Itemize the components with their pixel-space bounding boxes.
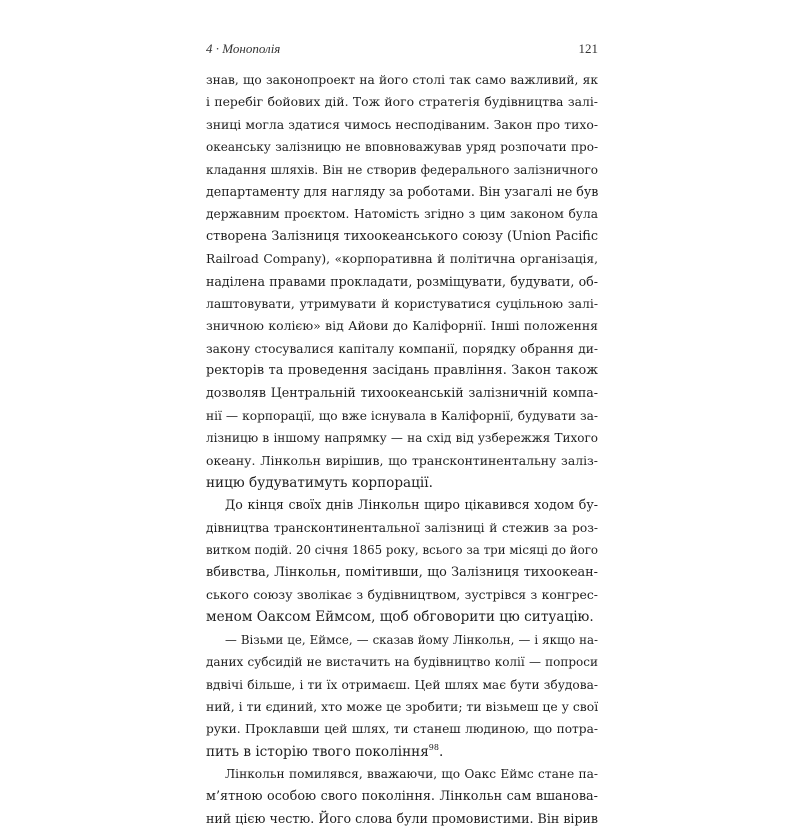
text-line: океанську залізницю не вповноважував уряд розпочати про-: [206, 140, 598, 155]
paragraph: [206, 69, 598, 494]
text-line: — Візьми це, Еймсе, — сказав йому Лінкольн, — і якщо на-: [225, 632, 598, 647]
chapter-title: 4 · Монополія: [206, 41, 281, 56]
text-line: ректорів та проведення засідань правління. Закон також: [206, 363, 598, 379]
text-line: зниці могла здатися чимось несподіваним. Закон про тихо-: [206, 116, 598, 132]
text-line: витком подій. 20 січня 1865 року, всього за три місяці до його: [206, 543, 598, 558]
text-line: даних субсидій не вистачить на будівництво колії — попроси: [206, 655, 598, 670]
text-line: і перебіг бойових дій. Тож його стратегія будівництва залі-: [206, 94, 598, 110]
text-line: ницю будуватимуть корпорації.: [206, 475, 433, 492]
text-line: кладання шляхів. Він не створив федерального залізничного: [206, 162, 598, 177]
text-line: океану. Лінкольн вирішив, що трансконтинентальну заліз-: [206, 452, 598, 468]
text-line: м’ятною особою свого покоління. Лінкольн сам вшанова-: [206, 788, 598, 804]
text-line: лізницю в іншому напрямку — на схід від узбережжя Тихого: [206, 431, 598, 446]
text-line: зничною колією» від Айови до Каліфорнії. Інші положення: [206, 318, 598, 334]
text-line: закону стосувалися капіталу компанії, порядку обрання ди-: [206, 341, 598, 356]
body-text: [206, 69, 598, 830]
paragraph: [206, 629, 598, 763]
text-line: ського союзу зволікає з будівництвом, зустрівся з конгрес-: [206, 586, 598, 602]
running-header: [206, 41, 598, 57]
text-line: вдвічі більше, і ти їх отримаєш. Цей шлях має бути збудова-: [206, 677, 598, 692]
text-line: пить в історію твого покоління$^{98}$.: [206, 742, 444, 760]
page-number: 121: [578, 41, 598, 56]
text-line: ний цією честю. Його слова були промовистими. Він вірив: [206, 810, 598, 826]
text-line: руки. Проклавши цей шлях, ти станеш людиною, що потра-: [206, 722, 598, 737]
text-line: дівництва трансконтинентальної залізниці й стежив за роз-: [206, 520, 598, 535]
text-line: нії — корпорації, що вже існувала в Каліфорнії, будувати за-: [206, 408, 598, 423]
text-line: наділена правами прокладати, розміщувати, будувати, об-: [206, 273, 598, 289]
text-line: Railroad Company), «корпоративна й політична організація,: [206, 252, 598, 267]
text-line: створена Залізниця тихоокеанського союзу (Union Pacific: [206, 228, 598, 244]
text-line: меном Оаксом Еймсом, щоб обговорити цю ситуацію.: [206, 609, 594, 626]
text-line: департаменту для нагляду за роботами. Він узагалі не був: [206, 183, 598, 199]
text-line: державним проєктом. Натомість згідно з цим законом була: [206, 207, 598, 222]
text-line: ний, і ти єдиний, хто може це зробити; ти візьмеш це у свої: [206, 698, 598, 714]
text-line: лаштовувати, утримувати й користуватися суцільною залі-: [206, 295, 598, 311]
footnote-marker[interactable]: 98: [428, 742, 439, 752]
text-line: знав, що законопроект на його столі так само важливий, як: [206, 73, 598, 87]
text-line: До кінця своїх днів Лінкольн щиро цікавився ходом бу-: [225, 497, 598, 513]
paragraph: [206, 494, 598, 628]
text-line: дозволяв Центральній тихоокеанській залізничній компа-: [206, 385, 598, 401]
text-line: вбивства, Лінкольн, помітивши, що Залізниця тихоокеан-: [206, 564, 598, 580]
text-line: Лінкольн помилявся, вважаючи, що Оакс Еймс стане па-: [225, 767, 598, 782]
paragraph: [206, 763, 598, 830]
